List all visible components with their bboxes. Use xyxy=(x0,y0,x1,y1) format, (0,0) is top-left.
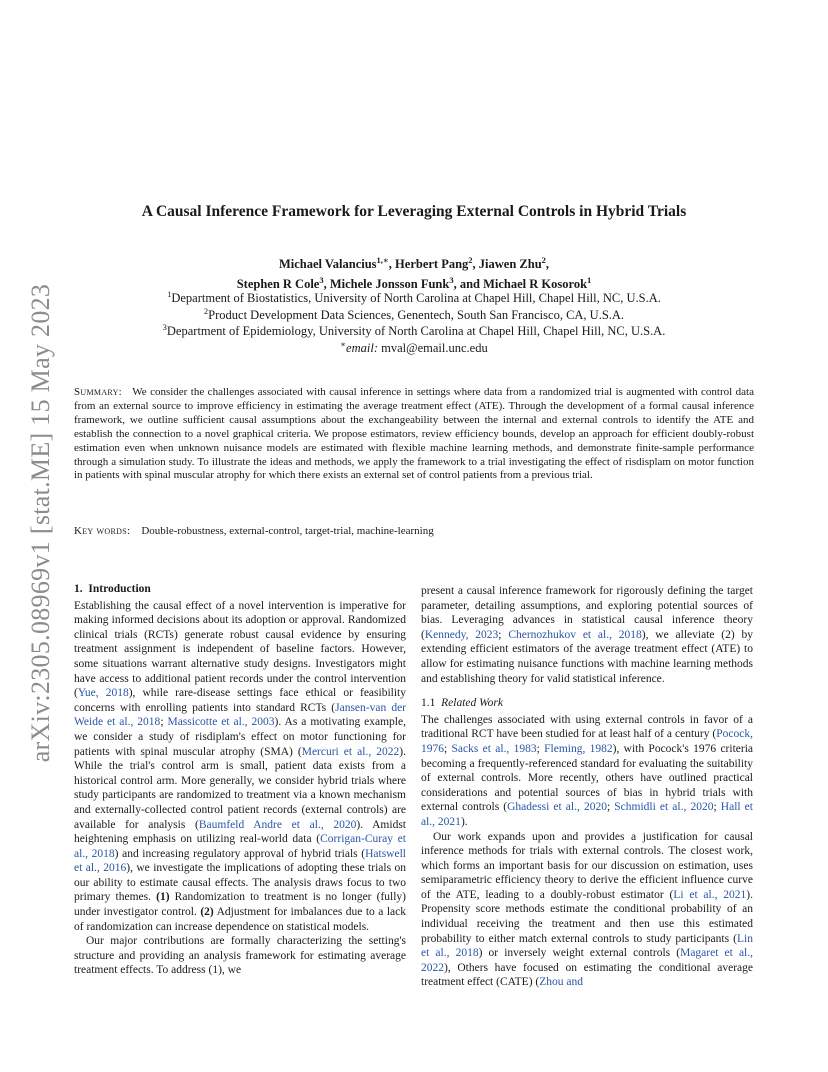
citation-link[interactable]: Schmidli et al., 2020 xyxy=(614,801,714,814)
author-name: Herbert Pang xyxy=(395,257,469,271)
abstract xyxy=(74,386,754,483)
enumeration-marker: (1) xyxy=(156,891,170,904)
email-address: mval@email.unc.edu xyxy=(381,340,488,355)
column-right xyxy=(421,584,753,990)
author-name: Stephen R Cole xyxy=(236,277,320,291)
citation-link[interactable]: Li et al., 2021 xyxy=(673,888,747,901)
paragraph: Establishing the causal effect of a novel intervention is imperative for making informed decisions about its adoption or approval. Randomized clinical trials (RCTs) generate robust causal evidence by ensuring treatment assignment is independent of baseline factors. However, some situations warrant alternative study designs. Investigators might have access to additional patient records under the control intervention (Yue, 2018), while rare-disease settings face ethical or feasibility concerns with enrolling patients into standard RCTs (Jansen-van der Weide et al., 2018; Massicotte et al., 2003). As a motivating example, we consider a study of risdiplam's effect on motor functioning for patients with spinal muscular atrophy (SMA) (Mercuri et al., 2022). While the trial's control arm is small, patient data exists from a historical control arm. More generally, we consider hybrid trials where study participants are randomized to treatment via a known mechanism and externally-collected control patient records (external controls) are available for analysis (Baumfeld Andre et al., 2020). Amidst heightening emphasis on utilizing real-world data (Corrigan-Curay et al., 2018) and increasing regulatory approval of hybrid trials (Hatswell et al., 2016), we investigate the implications of adopting these trials on our ability to estimate causal effects. The analysis draws focus to two primary themes. (1) Randomization to treatment is no longer (fully) under investigator control. (2) Adjustment for imbalances due to a lack of randomization can increase dependence on statistical models. xyxy=(74,599,407,933)
author-line-2: Stephen R Cole$^3$, Michele Jonsson Funk$^3$, and Michael R Kosorok$^1$ xyxy=(236,274,592,291)
author-name: Michael Valancius xyxy=(278,257,377,271)
paragraph: The challenges associated with using external controls in favor of a traditional RCT have been studied for at least half of a century (Pocock, 1976; Sacks et al., 1983; Fleming, 1982), with Pocock's 1976 criteria becoming a frequently-referenced standard for evaluating the suitability of external controls. More recently, others have outlined practical considerations and potential sources of bias in hybrid trials with external controls (Ghadessi et al., 2020; Schmidli et al., 2020; Hall et al., 2021). xyxy=(421,713,754,828)
section-title: Introduction xyxy=(88,583,151,595)
citation-link[interactable]: Lin et al., 2018 xyxy=(421,932,753,960)
arxiv-stamp-text: arXiv:2305.08969v1 [stat.ME] 15 May 2023 xyxy=(26,283,55,763)
affiliation-2: $^2$Product Development Data Sciences, Genentech, South San Francisco, CA, U.S.A. xyxy=(203,305,625,322)
citation-link[interactable]: Zhou and xyxy=(539,976,584,989)
citation-link[interactable]: Hall et al., 2021 xyxy=(421,801,753,828)
subsection-heading: 1.1 Related Work xyxy=(421,697,503,710)
paper-title: A Causal Inference Framework for Leveraging External Controls in Hybrid Trials xyxy=(141,203,687,220)
citation-link[interactable]: Hatswell et al., 2016 xyxy=(74,847,406,875)
citation-link[interactable]: Kennedy, 2023 xyxy=(424,628,499,641)
affiliation-1: $^1$Department of Biostatistics, University of North Carolina at Chapel Hill, Chapel Hill, NC, U.S.A. xyxy=(167,288,661,305)
citation-link[interactable]: Baumfeld Andre et al., 2020 xyxy=(198,818,357,831)
author-line-1: Michael Valancius$^{1,∗}$, Herbert Pang$^2$, Jiawen Zhu$^2$, xyxy=(278,254,550,271)
corresponding-email: ∗email: mval@email.unc.edu xyxy=(340,338,488,355)
author-sup: 3 xyxy=(319,274,324,285)
abstract-text: We consider the challenges associated with causal inference in settings where data from a randomized trial is augmented with control data from an external source to improve efficiency in estimating the average treatment effect (ATE). Through the development of a formal causal inference framework, we outline sufficient causal assumptions about the exchangeability between the internal and external controls to identify the ATE and establish the connection to a novel graphical criteria. We propose estimators, review efficiency bounds, develop an approach for efficient doubly-robust estimation even when unknown nuisance models are estimated with flexible machine learning methods, and demonstrate finite-sample performance through a simulation study. To illustrate the ideas and methods, we apply the framework to a trial investigating the effect of risdisplam on motor function in patients with spinal muscular atrophy for which there exists an external set of control patients from a previous trial. xyxy=(74,386,754,482)
subsection-title: Related Work xyxy=(441,697,503,710)
author-sup: 1,∗ xyxy=(376,254,389,265)
citation-link[interactable]: Ghadessi et al., 2020 xyxy=(507,801,607,814)
citation-link[interactable]: Corrigan-Curay et al., 2018 xyxy=(74,833,406,860)
citation-link[interactable]: Massicotte et al., 2003 xyxy=(167,716,275,729)
author-name: Michele Jonsson Funk xyxy=(329,277,450,291)
abstract-label: Summary: xyxy=(74,386,123,398)
citation-link[interactable]: Fleming, 1982 xyxy=(544,742,613,755)
paragraph: present a causal inference framework for rigorously defining the target parameter, detailing assumptions, and exploring potential sources of bias. Leveraging advances in statistical causal inference theory (Kennedy, 2023; Chernozhukov et al., 2018), we alleviate (2) by extending efficient estimators of the average treatment effect (ATE) to allow for estimating nuisance functions with machine learning methods and establishing theory for valid statistical inference. xyxy=(421,585,753,685)
author-sup: 2 xyxy=(468,254,473,265)
section-heading: 1. Introduction xyxy=(74,583,151,595)
keywords xyxy=(74,524,754,538)
enumeration-marker: (2) xyxy=(200,906,214,919)
author-sup: 1 xyxy=(587,274,592,285)
paragraph: Our major contributions are formally characterizing the setting's structure and providing an analysis framework for estimating average treatment effects. To address (1), we xyxy=(74,935,406,977)
citation-link[interactable]: Sacks et al., 1983 xyxy=(451,742,537,755)
author-sup: 3 xyxy=(449,274,454,285)
citation-link[interactable]: Yue, 2018 xyxy=(77,687,129,700)
citation-link[interactable]: Magaret et al., 2022 xyxy=(421,947,753,974)
citation-link[interactable]: Mercuri et al., 2022 xyxy=(301,745,400,758)
author-sup: 2 xyxy=(541,254,546,265)
author-name: Michael R Kosorok xyxy=(483,277,588,291)
affiliation-3: $^3$Department of Epidemiology, University of North Carolina at Chapel Hill, Chapel Hill, NC, U.S.A. xyxy=(162,321,666,338)
citation-link[interactable]: Pocock, 1976 xyxy=(421,728,753,755)
column-left xyxy=(74,582,406,978)
paragraph: Our work expands upon and provides a justification for causal inference methods for trials with external controls. The closest work, which forms an important basis for our discussion on estimation, uses semiparametric efficiency theory to derive the efficient influence curve of the ATE, leading to a doubly-robust estimator (Li et al., 2021). Propensity score methods estimate the conditional probability of an individual receiving the treatment and then use this estimated probability to either match external controls to study participants (Lin et al., 2018) or inversely weight external controls (Magaret et al., 2022), Others have focused on estimating the conditional average treatment effect (CATE) (Zhou and xyxy=(421,830,753,989)
author-name: Jiawen Zhu xyxy=(478,257,542,271)
citation-link[interactable]: Jansen-van der Weide et al., 2018 xyxy=(74,701,406,729)
affiliations xyxy=(60,290,768,356)
keywords-text: Double-robustness, external-control, target-trial, machine-learning xyxy=(141,525,434,537)
keywords-label: Key words: xyxy=(74,525,131,537)
email-label: email: xyxy=(346,340,378,355)
citation-link[interactable]: Chernozhukov et al., 2018 xyxy=(508,628,642,641)
